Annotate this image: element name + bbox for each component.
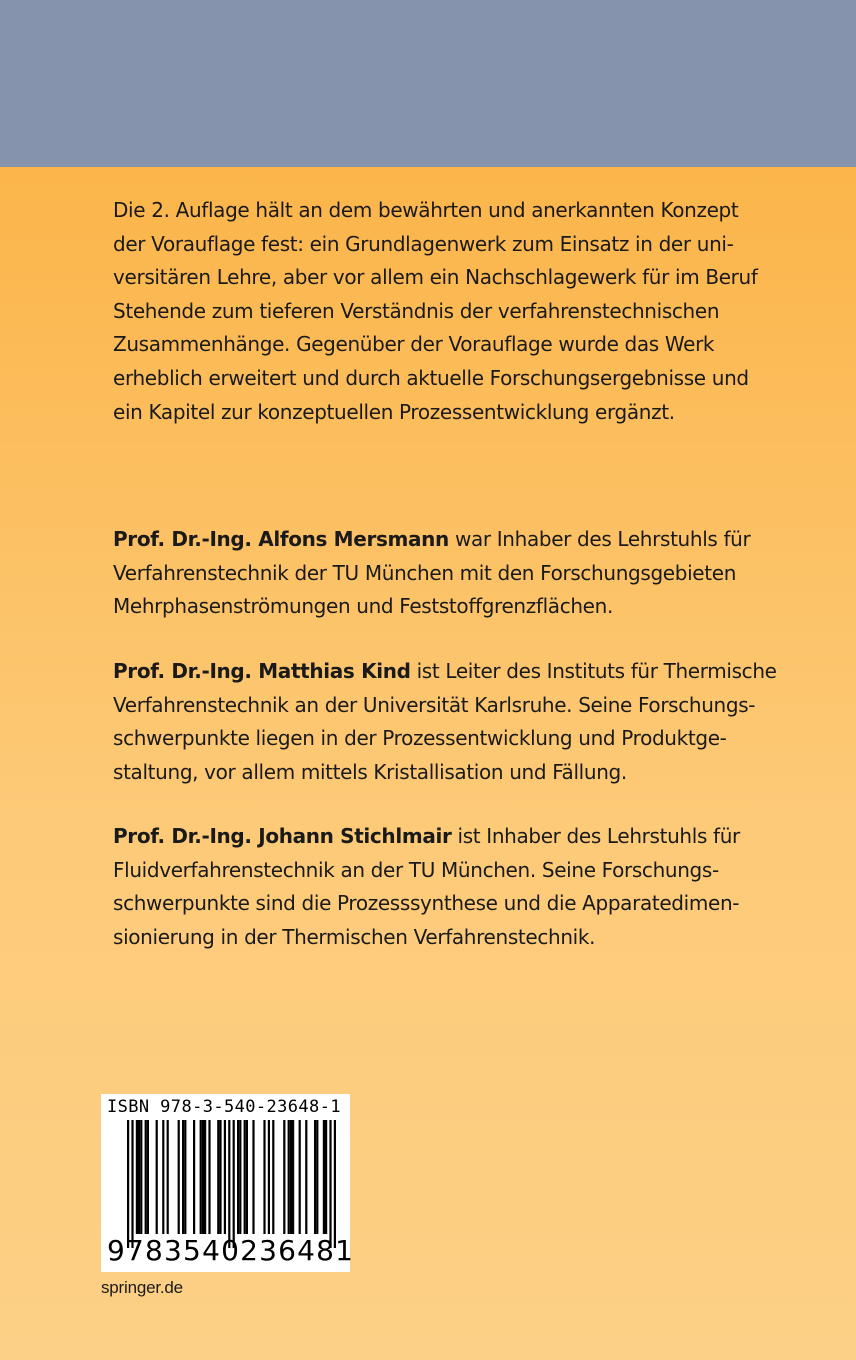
barcode-bar: [316, 1120, 318, 1234]
barcode-bar: [145, 1120, 147, 1234]
barcode-bar: [219, 1120, 221, 1234]
author-bio-text: war Inhaber des Lehrstuhls für: [448, 527, 751, 551]
barcode-bar: [204, 1120, 206, 1234]
barcode-bar: [131, 1120, 133, 1248]
barcode-bar: [167, 1120, 169, 1234]
barcode-bar: [314, 1120, 316, 1234]
barcode-bar: [193, 1120, 195, 1234]
barcode-bar: [217, 1120, 219, 1234]
barcode-bar: [292, 1120, 294, 1234]
description-line: der Vorauflage fest: ein Grundlagenwerk zum Einsatz in der uni-: [113, 231, 734, 256]
barcode-bar: [334, 1120, 336, 1248]
barcode-bar: [140, 1120, 142, 1234]
author-name: Prof. Dr.-Ing. Matthias Kind: [113, 659, 411, 683]
author-name: Prof. Dr.-Ing. Alfons Mersmann: [113, 527, 449, 551]
description-line: versitären Lehre, aber vor allem ein Nachschlagewerk für im Beruf: [113, 265, 758, 290]
barcode-bar: [325, 1120, 327, 1234]
barcode-bar: [272, 1120, 274, 1234]
barcode-bar: [233, 1120, 235, 1248]
barcode-bar: [127, 1120, 129, 1248]
barcode-bar: [182, 1120, 184, 1234]
barcode-bar: [237, 1120, 239, 1234]
author-bio-kind: [113, 655, 777, 789]
barcode-bar: [283, 1120, 285, 1234]
barcode-bar: [288, 1120, 290, 1234]
isbn-barcode: [101, 1094, 355, 1272]
top-color-band: [0, 0, 856, 167]
author-bio-stichlmair: [113, 820, 773, 954]
author-bio-text: ist Leiter des Instituts für Thermische: [410, 659, 777, 683]
description-line: Stehende zum tieferen Verständnis der verfahrenstechnischen: [113, 298, 720, 323]
barcode-bar: [184, 1120, 186, 1234]
barcode-bar: [268, 1120, 270, 1234]
barcode-bar: [136, 1120, 138, 1234]
barcode-bar: [246, 1120, 248, 1234]
barcode-bar: [239, 1120, 241, 1234]
author-bio-line: Fluidverfahrenstechnik an der TU München. Seine Forschungs-: [113, 857, 719, 882]
author-bio-line: Verfahrenstechnik an der Universität Karlsruhe. Seine Forschungs-: [113, 692, 756, 717]
barcode-bar: [263, 1120, 265, 1234]
description-line: erheblich erweitert und durch aktuelle Forschungsergebnisse und: [113, 365, 749, 390]
barcode-bar: [228, 1120, 230, 1248]
barcode-bar: [156, 1120, 158, 1234]
author-bio-line: sionierung in der Thermischen Verfahrenstechnik.: [113, 924, 596, 949]
isbn-label: ISBN 978-3-540-23648-1: [107, 1097, 341, 1117]
author-bio-line: Mehrphasenströmungen und Feststoffgrenzflächen.: [113, 594, 613, 619]
barcode-bar: [299, 1120, 301, 1234]
author-bio-text: ist Inhaber des Lehrstuhls für: [451, 824, 740, 848]
barcode-bar: [305, 1120, 307, 1234]
barcode-bar: [178, 1120, 180, 1234]
description-line: Die 2. Auflage hält an dem bewährten und anerkannten Konzept: [113, 198, 739, 222]
author-bio-line: Verfahrenstechnik der TU München mit den Forschungsgebieten: [113, 560, 737, 585]
barcode-bar: [202, 1120, 204, 1234]
description-line: ein Kapitel zur konzeptuellen Prozessentwicklung ergänzt.: [113, 399, 675, 424]
publisher-website: springer.de: [101, 1278, 183, 1297]
barcode-bar: [162, 1120, 164, 1234]
barcode-bar: [323, 1120, 325, 1234]
author-bio-line: schwerpunkte sind die Prozesssynthese und die Apparatedimen-: [113, 891, 740, 916]
barcode-bar: [200, 1120, 202, 1234]
barcode-bar: [329, 1120, 331, 1248]
author-bio-mersmann: [113, 523, 773, 624]
ean-digits: 9783540236481: [107, 1234, 355, 1267]
barcode-bar: [208, 1120, 210, 1234]
barcode-bar: [252, 1120, 254, 1234]
author-name: Prof. Dr.-Ing. Johann Stichlmair: [113, 824, 452, 848]
author-bio-line: schwerpunkte liegen in der Prozessentwicklung und Produktge-: [113, 726, 727, 751]
author-bio-line: staltung, vor allem mittels Kristallisation und Fällung.: [113, 759, 627, 784]
barcode-bar: [147, 1120, 149, 1234]
barcode-bar: [224, 1120, 226, 1234]
book-description: [113, 194, 773, 429]
barcode-bar: [290, 1120, 292, 1234]
barcode-bar: [244, 1120, 246, 1234]
barcode-bar: [138, 1120, 140, 1234]
description-line: Zusammenhänge. Gegenüber der Vorauflage wurde das Werk: [113, 332, 715, 357]
